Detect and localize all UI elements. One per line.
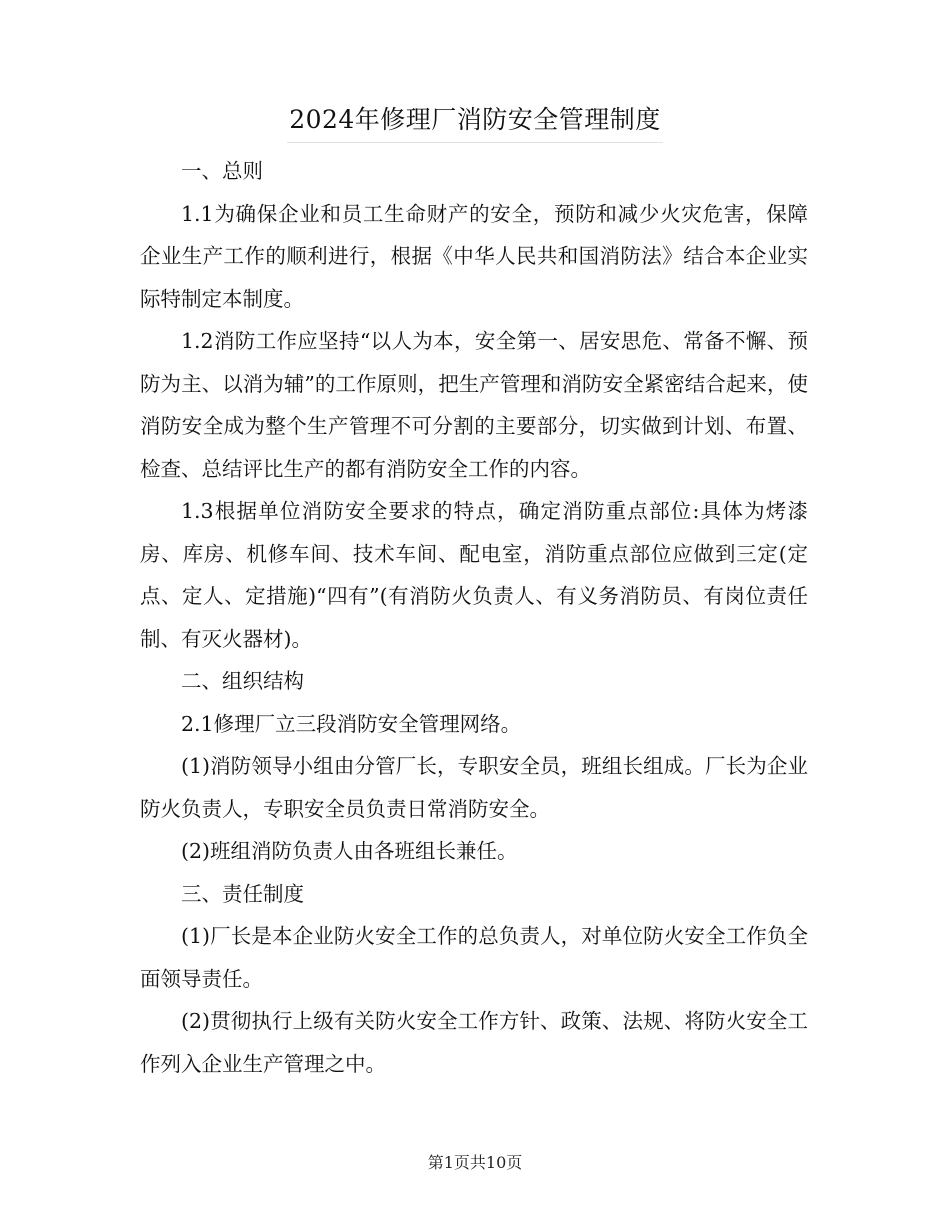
page-number: 第1页共10页: [427, 1153, 523, 1172]
page-title: 2024年修理厂消防安全管理制度: [287, 100, 663, 143]
title-container: [0, 100, 950, 143]
paragraph-1-1: 1.1为确保企业和员工生命财产的安全，预防和减少火灾危害，保障企业生产工作的顺利进行，根据《中华人民共和国消防法》结合本企业实际特制定本制度。: [140, 201, 808, 311]
paragraph-1-2: 1.2消防工作应坚持“以人为本，安全第一、居安思危、常备不懈、预防为主、以消为辅”的工作原则，把生产管理和消防安全紧密结合起来，使消防安全成为整个生产管理不可分割的主要部分，切实做到计划、布置、检查、总结评比生产的都有消防安全工作的内容。: [140, 329, 808, 481]
paragraph-2-1: 2.1修理厂立三段消防安全管理网络。: [181, 711, 522, 736]
section-heading-responsibility: 三、责任制度: [181, 881, 304, 906]
paragraph-3-item-1: (1)厂长是本企业防火安全工作的总负责人，对单位防火安全工作负全面领导责任。: [140, 924, 808, 991]
document-body: [140, 150, 808, 1085]
section-heading-organization: 二、组织结构: [181, 669, 304, 693]
paragraph-1-3: 1.3根据单位消防安全要求的特点，确定消防重点部位:具体为烤漆房、库房、机修车间、技术车间、配电室，消防重点部位应做到三定(定点、定人、定措施)“四有”(有消防火负责人、有义务消防员、有岗位责任制、有灭火器材)。: [140, 499, 808, 651]
paragraph-2-1-item-1: (1)消防领导小组由分管厂长，专职安全员，班组长组成。厂长为企业防火负责人，专职安全员负责日常消防安全。: [140, 754, 808, 821]
section-heading-general: 一、总则: [181, 159, 263, 183]
paragraph-3-item-2: (2)贯彻执行上级有关防火安全工作方针、政策、法规、将防火安全工作列入企业生产管理之中。: [140, 1009, 808, 1076]
paragraph-2-1-item-2: (2)班组消防负责人由各班组长兼任。: [181, 839, 518, 863]
